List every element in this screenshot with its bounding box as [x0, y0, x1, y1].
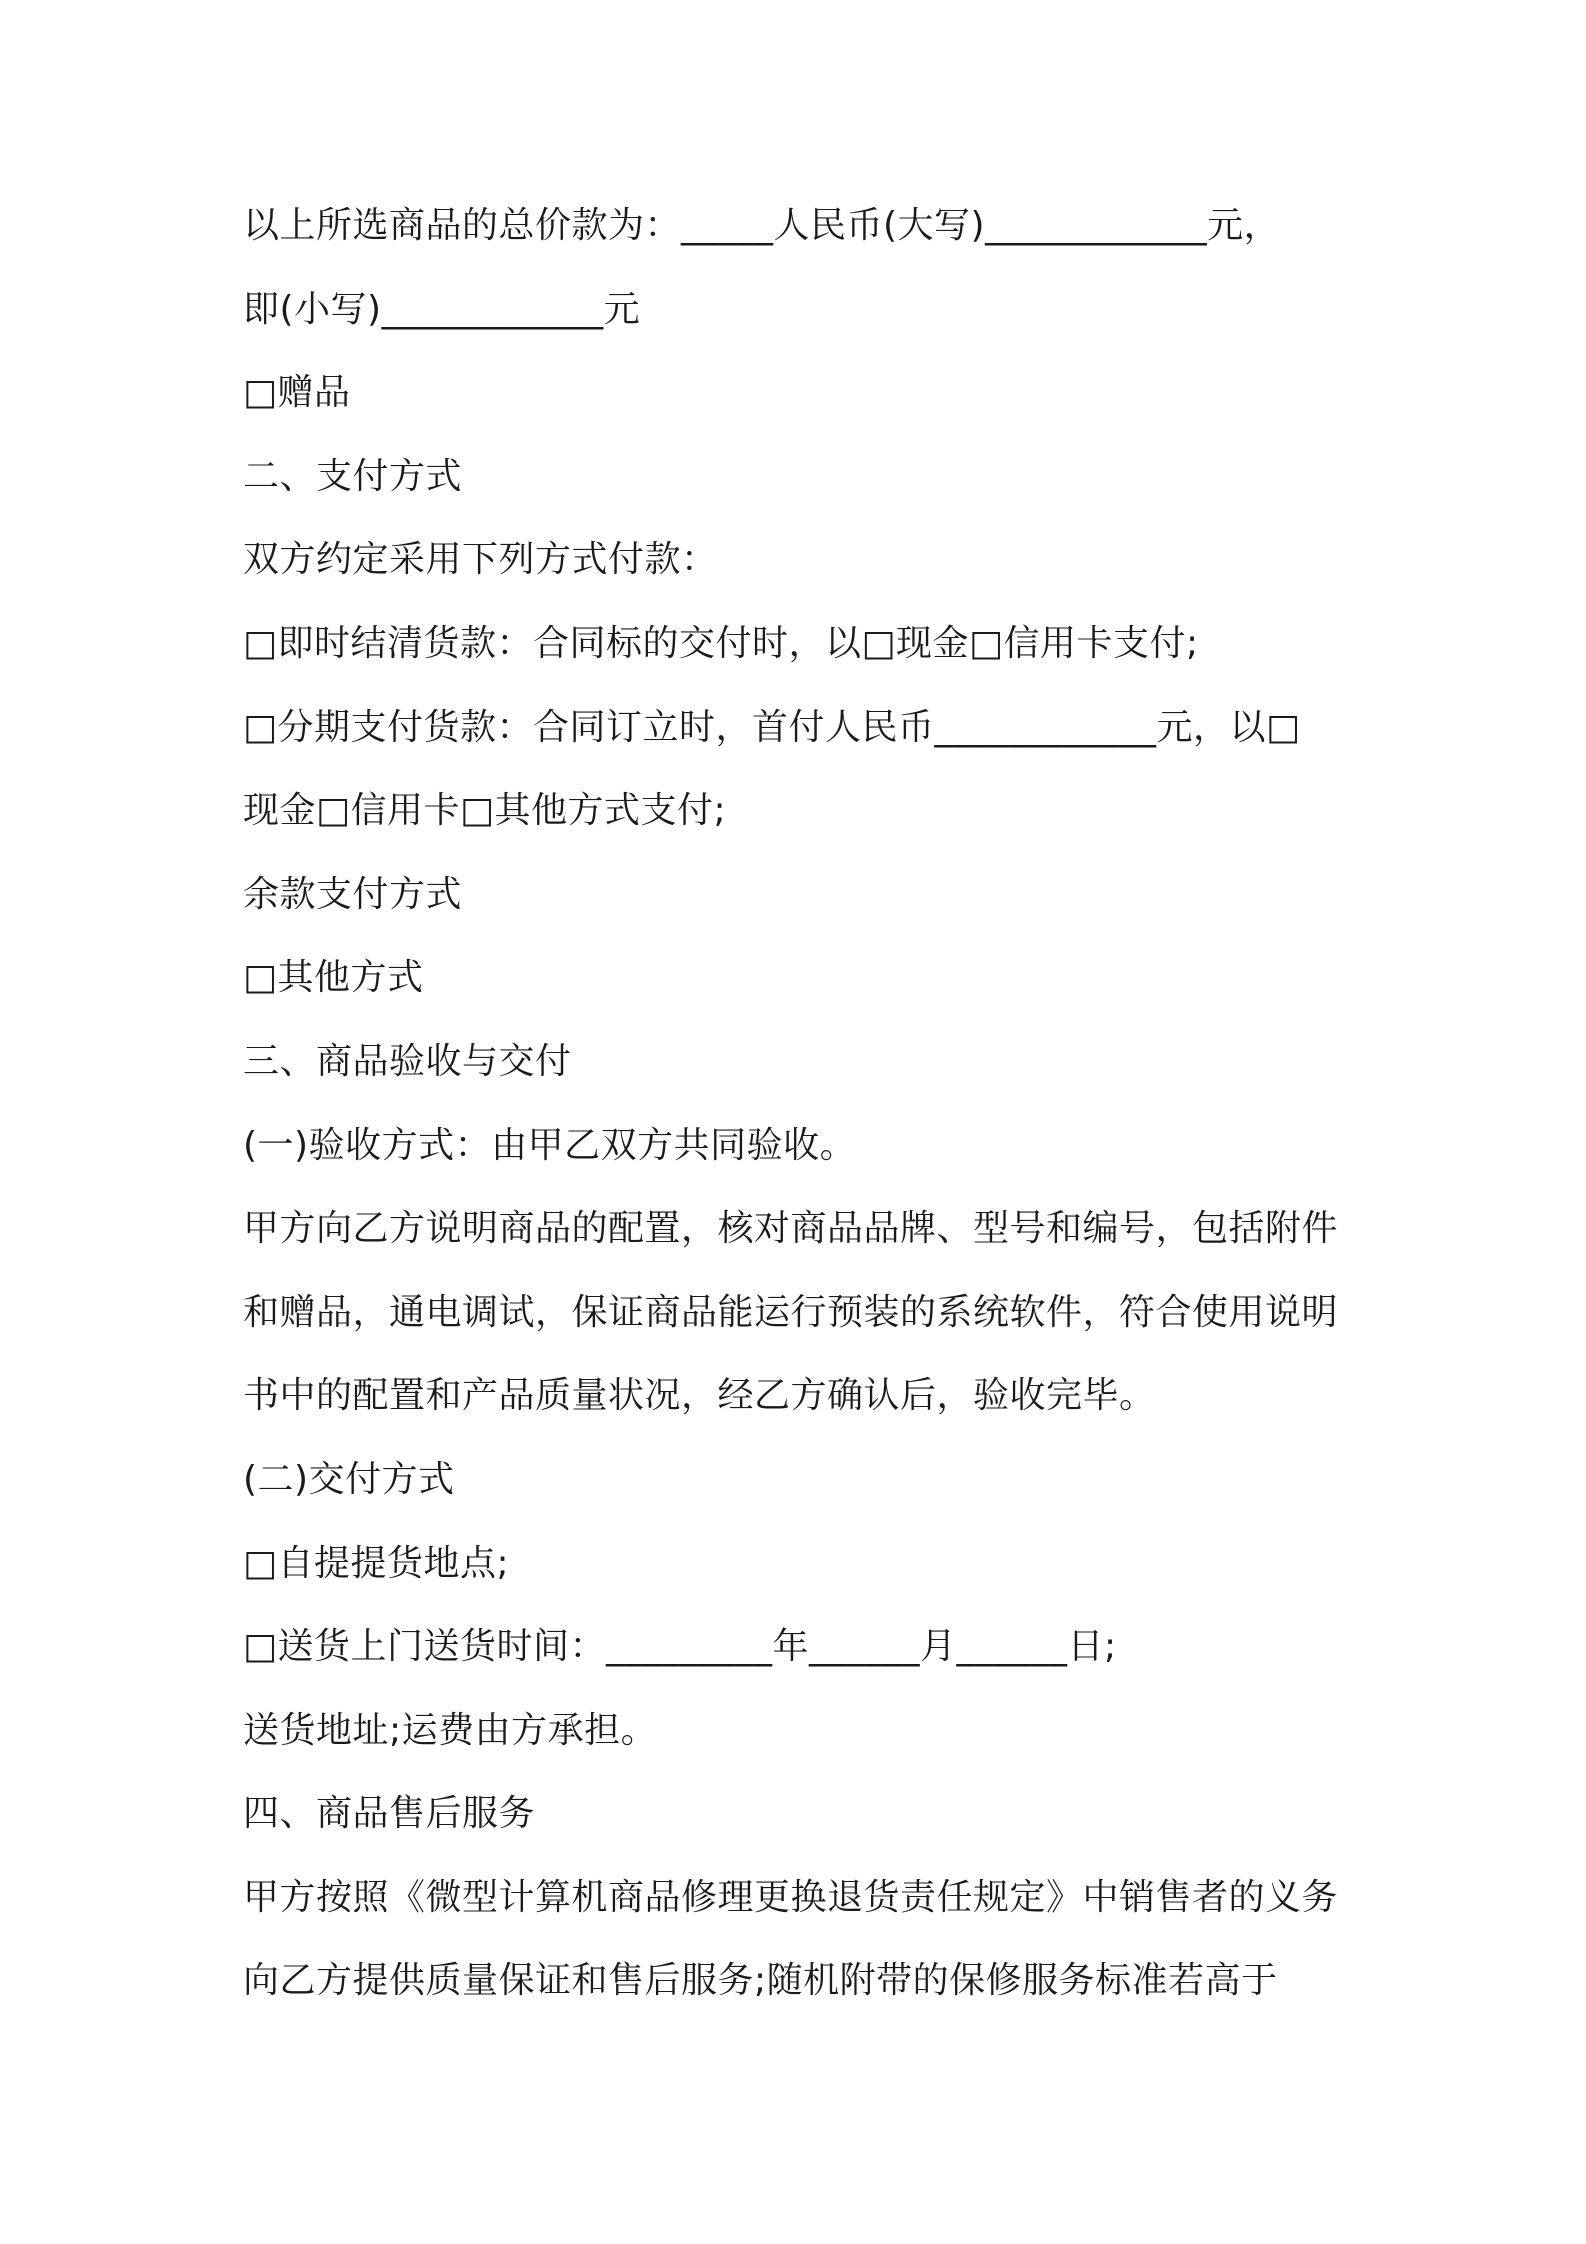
subheading-delivery-method: (二)交付方式	[243, 1458, 455, 1500]
paragraph-line-acceptance-2: 和赠品，通电调试，保证商品能运行预装的系统软件，符合使用说明	[243, 1291, 1339, 1333]
text-line-self-pickup: □自提提货地点;	[243, 1542, 510, 1584]
section-heading-after-sales: 四、商品售后服务	[243, 1793, 536, 1835]
text-line-installment-payment: □分期支付货款：合同订立时，首付人民币____________元，以□	[243, 706, 1301, 748]
text-line-total-price: 以上所选商品的总价款为：_____人民币(大写)____________元，	[243, 205, 1281, 246]
subheading-acceptance-method: (一)验收方式：由甲乙双方共同验收。	[243, 1124, 857, 1166]
text-line-gift: □赠品	[243, 372, 351, 414]
text-line-installment-methods: 现金□信用卡□其他方式支付;	[243, 790, 727, 832]
text-line-payment-intro: 双方约定采用下列方式付款：	[243, 539, 718, 581]
text-line-balance-payment: 余款支付方式	[243, 873, 463, 915]
text-line-lowercase-amount: 即(小写)____________元	[243, 288, 641, 330]
paragraph-line-after-sales-2: 向乙方提供质量保证和售后服务;随机附带的保修服务标准若高于	[243, 1960, 1278, 2002]
paragraph-line-acceptance-3: 书中的配置和产品质量状况，经乙方确认后，验收完毕。	[243, 1375, 1156, 1417]
text-line-delivery-address: 送货地址;运费由方承担。	[243, 1709, 658, 1751]
text-line-immediate-payment: □即时结清货款：合同标的交付时，以□现金□信用卡支付;	[243, 622, 1199, 664]
text-line-home-delivery: □送货上门送货时间：_________年______月______日;	[243, 1626, 1117, 1668]
document-body	[243, 196, 1363, 2035]
paragraph-line-after-sales-1: 甲方按照《微型计算机商品修理更换退货责任规定》中销售者的义务	[243, 1876, 1339, 1918]
text-line-other-method: □其他方式	[243, 957, 424, 999]
section-heading-acceptance: 三、商品验收与交付	[243, 1040, 572, 1082]
paragraph-line-acceptance-1: 甲方向乙方说明商品的配置，核对商品品牌、型号和编号，包括附件	[243, 1208, 1339, 1250]
section-heading-payment: 二、支付方式	[243, 455, 463, 497]
